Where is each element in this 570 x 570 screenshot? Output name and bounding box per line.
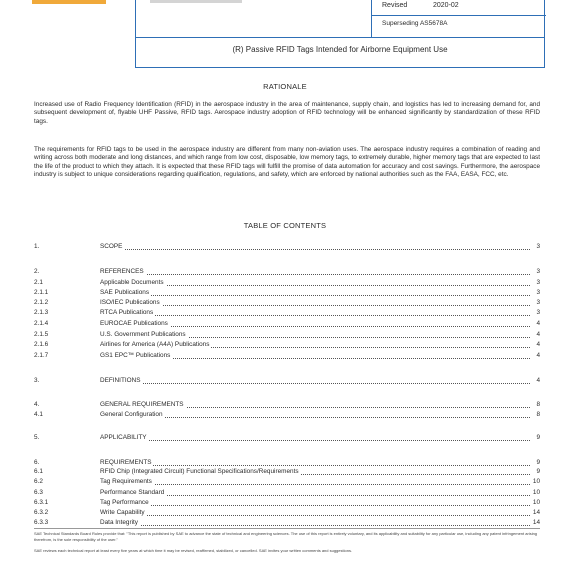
toc-section-title[interactable]: Performance Standard xyxy=(100,489,165,496)
toc-row[interactable] xyxy=(34,340,540,349)
toc-page-number: 9 xyxy=(536,434,540,441)
toc-section-title[interactable]: EUROCAE Publications xyxy=(100,320,168,327)
toc-row[interactable] xyxy=(34,477,540,486)
toc-page-number: 4 xyxy=(536,352,540,359)
toc-section-number: 1. xyxy=(34,243,40,250)
toc-page-number: 9 xyxy=(536,468,540,475)
toc-section-title[interactable]: RFID Chip (Integrated Circuit) Functional Specifications/Requirements xyxy=(100,468,299,475)
toc-section-title[interactable]: U.S. Government Publications xyxy=(100,331,186,338)
toc-row[interactable] xyxy=(34,498,540,507)
toc-leader-dots xyxy=(100,305,530,306)
toc-section-title[interactable]: ISO/IEC Publications xyxy=(100,299,160,306)
toc-row[interactable] xyxy=(34,518,540,527)
rationale-heading: RATIONALE xyxy=(263,82,307,91)
revised-date: 2020-02 xyxy=(433,2,459,9)
toc-leader-dots xyxy=(100,249,530,250)
toc-page-number: 3 xyxy=(536,268,540,275)
toc-page-number: 4 xyxy=(536,341,540,348)
toc-row[interactable] xyxy=(34,267,540,276)
toc-page-number: 10 xyxy=(532,499,540,506)
toc-section-number: 3. xyxy=(34,377,40,384)
toc-section-number: 6.3 xyxy=(34,489,43,496)
toc-section-number: 2. xyxy=(34,268,40,275)
toc-page-number: 10 xyxy=(532,478,540,485)
toc-page-number: 4 xyxy=(536,377,540,384)
rationale-paragraph-2: The requirements for RFID tags to be used in the aerospace industry are different from many non-aviation uses. The aerospace industry requires a combination of reading and writing across both moderate and long distances, and which range from low cost, disposable, low memory tags, to extremely durable, higher memory tags that are expected to last the life of the product to which they attach. It is expected that these RFID tags will fulfill the promise of data automation for accuracy and cost savings. Furthermore, the aerospace industry is subject to unique considerations regarding qualification, regulations, and safety, which are enforced by national authorities such as the FAA, EASA, FCC, etc. xyxy=(34,146,540,178)
toc-section-title[interactable]: RTCA Publications xyxy=(100,309,154,316)
document-header-box xyxy=(135,0,545,68)
toc-section-title[interactable]: Airlines for America (A4A) Publications xyxy=(100,341,210,348)
toc-section-title[interactable]: APPLICABILITY xyxy=(100,434,147,441)
footer-note-2: SAE reviews each technical report at least every five years at which time it may be revised, reaffirmed, stabilized, or cancelled. SAE invites your written comments and suggestions. xyxy=(34,548,353,553)
toc-section-title[interactable]: GENERAL REQUIREMENTS xyxy=(100,401,184,408)
toc-row[interactable] xyxy=(34,308,540,317)
toc-section-title[interactable]: Tag Performance xyxy=(100,499,149,506)
toc-section-title[interactable]: Data Integrity xyxy=(100,519,139,526)
rationale-paragraph-1: Increased use of Radio Frequency Identification (RFID) in the aerospace industry in the area of maintenance, supply chain, and logistics has led to increasing demand for, and subsequent development of, flyable UHF Passive, RFID tags. Aerospace industry adoption of RFID technology will be enhanced significantly by standardization of these RFID tags. xyxy=(34,101,540,125)
toc-row[interactable] xyxy=(34,351,540,360)
revised-label: Revised xyxy=(382,2,408,9)
footer-note-1: SAE Technical Standards Board Rules provide that: "This report is published by SAE to advance the state of technical and engineering sciences. The use of this report is entirely voluntary, and its applicability and suitability for any particular use, including any patent infringement arising therefrom, is the sole responsibility of the user." xyxy=(34,531,538,542)
toc-page-number: 8 xyxy=(536,411,540,418)
toc-section-number: 4. xyxy=(34,401,40,408)
toc-section-number: 6.3.3 xyxy=(34,519,49,526)
toc-leader-dots xyxy=(100,465,530,466)
toc-leader-dots xyxy=(100,484,530,485)
toc-section-title[interactable]: Applicable Documents xyxy=(100,279,164,286)
toc-section-title[interactable]: DEFINITIONS xyxy=(100,377,141,384)
toc-section-number: 4.1 xyxy=(34,411,43,418)
toc-leader-dots xyxy=(100,383,530,384)
toc-page-number: 3 xyxy=(536,279,540,286)
toc-page-number: 10 xyxy=(532,489,540,496)
toc-section-number: 6. xyxy=(34,459,40,466)
toc-page-number: 3 xyxy=(536,309,540,316)
toc-row[interactable] xyxy=(34,298,540,307)
toc-row[interactable] xyxy=(34,410,540,419)
toc-row[interactable] xyxy=(34,458,540,467)
toc-page-number: 8 xyxy=(536,401,540,408)
toc-row[interactable] xyxy=(34,488,540,497)
toc-section-number: 2.1.1 xyxy=(34,289,49,296)
toc-leader-dots xyxy=(100,515,530,516)
toc-row[interactable] xyxy=(34,400,540,409)
toc-section-title[interactable]: Tag Requirements xyxy=(100,478,152,485)
toc-leader-dots xyxy=(100,440,530,441)
toc-section-title[interactable]: SCOPE xyxy=(100,243,123,250)
sae-logo-fragment xyxy=(32,0,106,4)
toc-leader-dots xyxy=(100,505,530,506)
toc-section-title[interactable]: REFERENCES xyxy=(100,268,144,275)
toc-row[interactable] xyxy=(34,508,540,517)
toc-section-title[interactable]: Write Capability xyxy=(100,509,145,516)
toc-section-title[interactable]: REQUIREMENTS xyxy=(100,459,152,466)
toc-page-number: 3 xyxy=(536,243,540,250)
toc-page-number: 4 xyxy=(536,320,540,327)
toc-section-number: 6.2 xyxy=(34,478,43,485)
toc-section-number: 6.3.1 xyxy=(34,499,49,506)
toc-row[interactable] xyxy=(34,330,540,339)
toc-row[interactable] xyxy=(34,242,540,251)
toc-section-number: 2.1.3 xyxy=(34,309,49,316)
toc-section-number: 2.1.4 xyxy=(34,320,49,327)
toc-leader-dots xyxy=(100,525,530,526)
toc-section-number: 2.1.6 xyxy=(34,341,49,348)
toc-page-number: 9 xyxy=(536,459,540,466)
toc-row[interactable] xyxy=(34,319,540,328)
toc-section-number: 2.1.5 xyxy=(34,331,49,338)
toc-page-number: 3 xyxy=(536,299,540,306)
superseding-label: Superseding AS5678A xyxy=(382,20,448,27)
toc-page-number: 14 xyxy=(532,509,540,516)
toc-leader-dots xyxy=(100,315,530,316)
toc-leader-dots xyxy=(100,274,530,275)
toc-section-number: 2.1.7 xyxy=(34,352,49,359)
toc-row[interactable] xyxy=(34,467,540,476)
toc-section-number: 6.1 xyxy=(34,468,43,475)
toc-leader-dots xyxy=(100,295,530,296)
toc-section-number: 6.3.2 xyxy=(34,509,49,516)
toc-page-number: 14 xyxy=(532,519,540,526)
toc-page-number: 3 xyxy=(536,289,540,296)
toc-page-number: 4 xyxy=(536,331,540,338)
toc-row[interactable] xyxy=(34,433,540,442)
document-title: (R) Passive RFID Tags Intended for Airborne Equipment Use xyxy=(232,45,448,54)
toc-row[interactable] xyxy=(34,288,540,297)
toc-section-title[interactable]: General Configuration xyxy=(100,411,163,418)
toc-row[interactable] xyxy=(34,278,540,287)
toc-section-number: 2.1 xyxy=(34,279,43,286)
toc-heading: TABLE OF CONTENTS xyxy=(243,221,327,230)
toc-section-number: 2.1.2 xyxy=(34,299,49,306)
toc-section-title[interactable]: GS1 EPC™ Publications xyxy=(100,352,171,359)
toc-section-title[interactable]: SAE Publications xyxy=(100,289,150,296)
toc-row[interactable] xyxy=(34,376,540,385)
toc-section-number: 5. xyxy=(34,434,40,441)
